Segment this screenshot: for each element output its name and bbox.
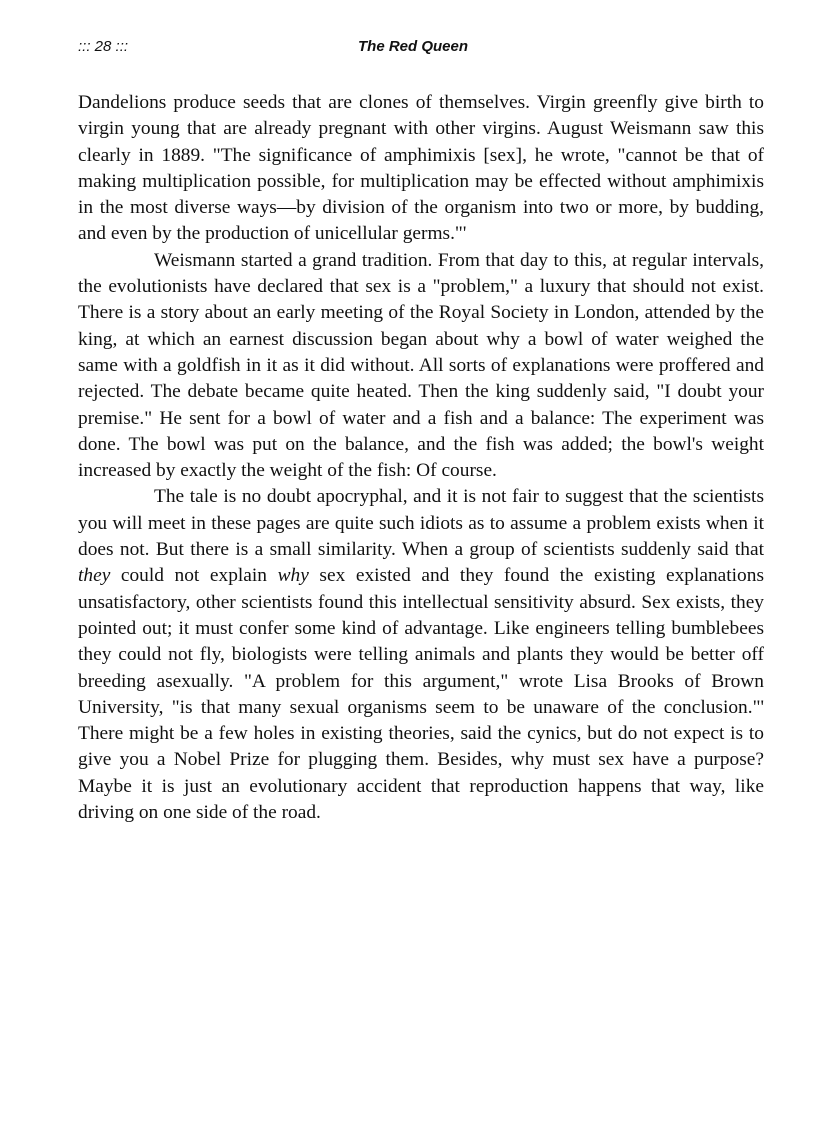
body-text (78, 90, 764, 826)
paragraph-3 (78, 484, 764, 826)
paragraph-2: Weismann started a grand tradition. From that day to this, at regular intervals, the evolutionists have declared that sex is a "problem," a luxury that should not exist. There is a story about an early meeting of the Royal Society in London, attended by the king, at which an earnest discussion began about why a bowl of water weighed the same with a goldfish in it as it did without. All sorts of explanations were proffered and rejected. The debate became quite heated. Then the king suddenly said, "I doubt your premise." He sent for a bowl of water and a fish and a balance: The experiment was done. The bowl was put on the balance, and the fish was added; the bowl's weight increased by exactly the weight of the fish: Of course. (78, 249, 764, 482)
paragraph-3-text-a: The tale is no doubt apocryphal, and it is not fair to suggest that the scientists you will meet in these pages are quite such idiots as to assume a problem exists when it does not. But there is a small similarity. When a group of scientists suddenly said that (78, 486, 764, 561)
paragraph-3-text-b: could not explain (110, 565, 278, 587)
page-number: ::: 28 ::: (78, 38, 129, 55)
emphasis-why: why (277, 565, 309, 587)
emphasis-they: they (78, 565, 111, 587)
page-header (0, 38, 816, 60)
paragraph-3-text-c: sex existed and they found the existing explanations unsatisfactory, other scientists found this intellectual sensitivity absurd. Sex exists, they pointed out; it must confer some kind of advantage. Like engineers telling bumblebees they could not fly, biologists were telling animals and plants they would be better off breeding asexually. "A problem for this argument," wrote Lisa Brooks of Brown University, "is that many sexual organisms seem to be unaware of the conclusion."' There might be a few holes in existing theories, said the cynics, but do not expect is to give you a Nobel Prize for plugging them. Besides, why must sex have a purpose? Maybe it is just an evolutionary accident that reproduction happens that way, like driving on one side of the road. (78, 565, 764, 824)
paragraph-1: Dandelions produce seeds that are clones of themselves. Virgin greenfly give birth to virgin young that are already pregnant with other virgins. August Weismann saw this clearly in 1889. "The significance of amphimixis [sex], he wrote, "cannot be that of making multiplication possible, for multiplication may be effected without amphimixis in the most diverse ways—by division of the organism into two or more, by budding, and even by the production of unicellular germs."' (78, 92, 764, 245)
running-title: The Red Queen (358, 38, 469, 55)
